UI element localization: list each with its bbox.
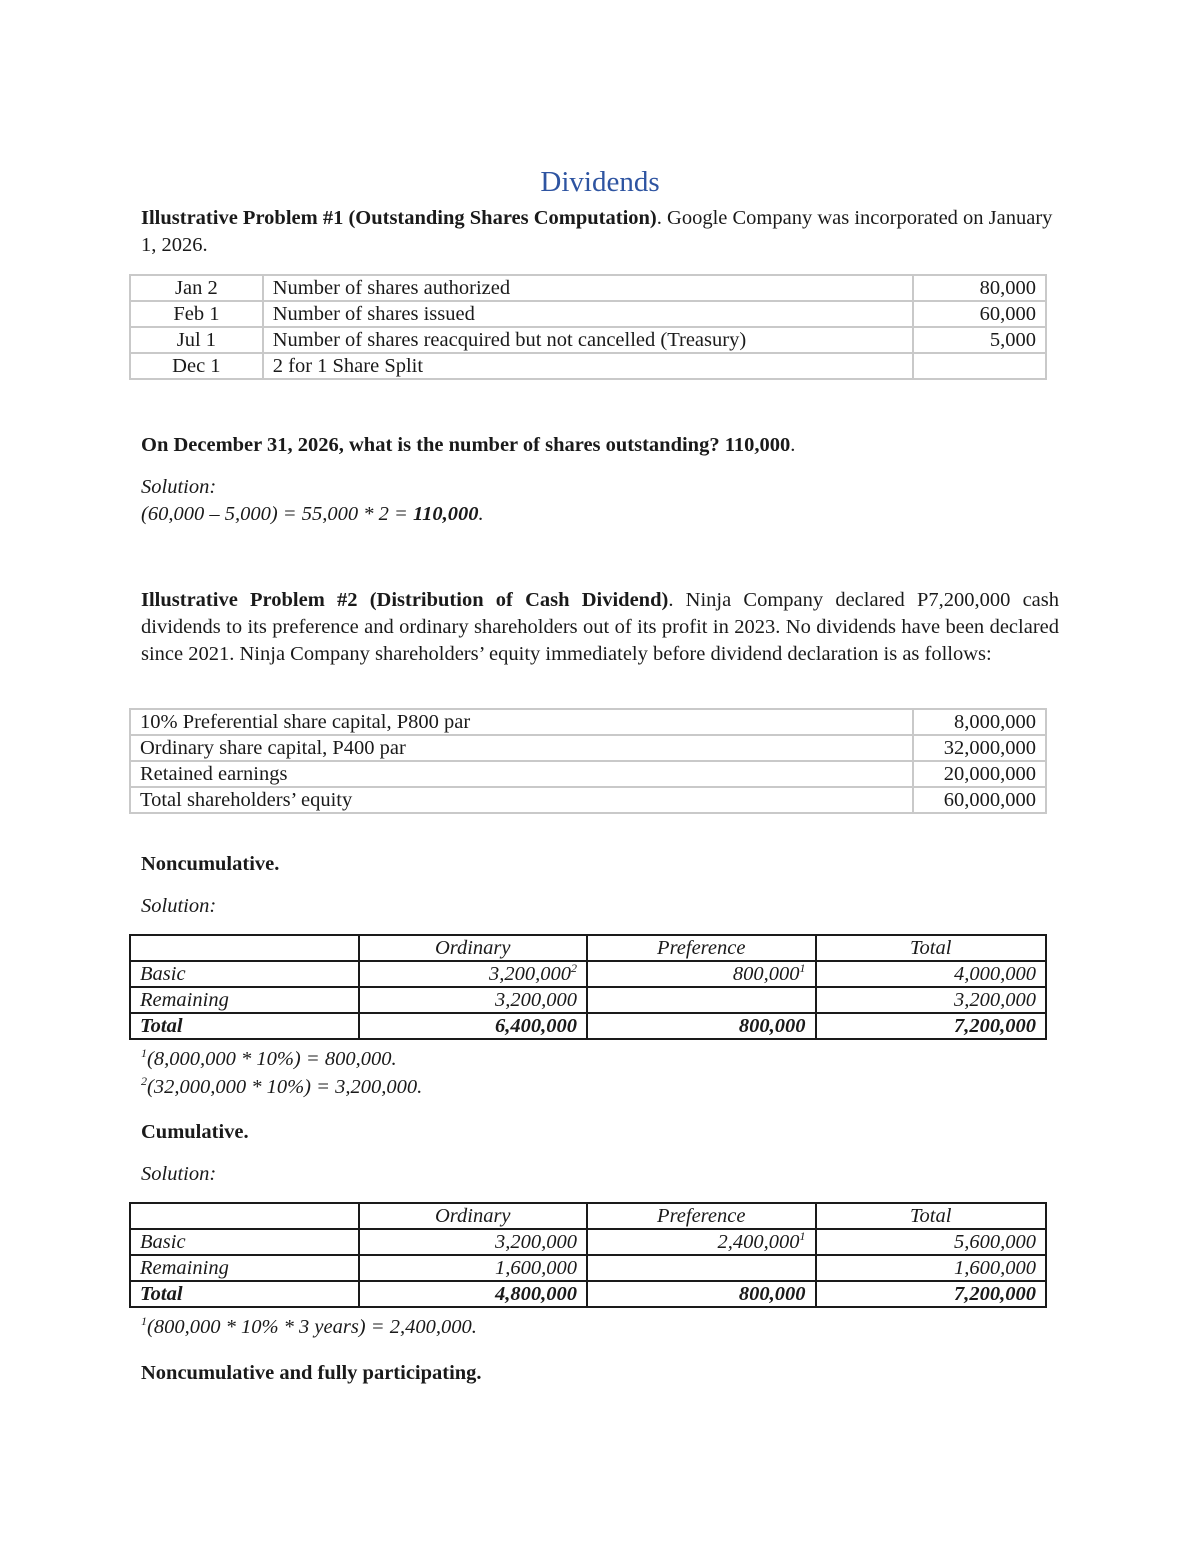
row-value: 60,000 <box>913 301 1046 327</box>
solution-end: . <box>478 503 484 525</box>
problem1-question <box>141 432 1059 459</box>
cell-preference <box>587 1229 816 1255</box>
table-row <box>130 987 1046 1013</box>
problem1-heading: Illustrative Problem #1 (Outstanding Shares Computation) <box>141 207 657 229</box>
cell-ordinary: 3,200,000 <box>359 1229 587 1255</box>
row-description: Total shareholders’ equity <box>130 787 913 813</box>
solution-answer: 110,000 <box>412 503 479 525</box>
row-label: Remaining <box>130 1255 359 1281</box>
row-label: Remaining <box>130 987 359 1013</box>
row-description: 10% Preferential share capital, P800 par <box>130 709 913 735</box>
cell-total: 1,600,000 <box>816 1255 1047 1281</box>
cumulative-heading-text: Cumulative. <box>141 1121 249 1143</box>
equity-table <box>129 708 1047 814</box>
cell-total: 4,000,000 <box>816 961 1047 987</box>
table-row <box>130 761 1046 787</box>
footnote-mark: 1 <box>141 1046 147 1061</box>
shares-table <box>129 274 1047 380</box>
row-value: 20,000,000 <box>913 761 1046 787</box>
row-value: 80,000 <box>913 275 1046 301</box>
row-date: Jul 1 <box>130 327 263 353</box>
row-date: Jan 2 <box>130 275 263 301</box>
cumulative-heading <box>141 1119 1059 1146</box>
table-row <box>130 787 1046 813</box>
row-value: 5,000 <box>913 327 1046 353</box>
noncumulative-heading-text: Noncumulative. <box>141 853 280 875</box>
cell-ordinary: 1,600,000 <box>359 1255 587 1281</box>
header-preference: Preference <box>587 935 816 961</box>
table-row <box>130 735 1046 761</box>
cell-preference: 800,000 <box>587 1013 816 1039</box>
cell-ordinary <box>359 961 588 987</box>
problem2-intro <box>141 587 1059 668</box>
noncumulative-heading <box>141 851 1059 878</box>
cell-preference: 800,000 <box>587 1281 816 1307</box>
row-description: 2 for 1 Share Split <box>263 353 913 379</box>
row-value: 32,000,000 <box>913 735 1046 761</box>
solution-text: (60,000 – 5,000) = 55,000 * 2 = <box>141 503 413 525</box>
table-row <box>130 327 1046 353</box>
cell-value: 2,400,000 <box>717 1231 800 1253</box>
header-ordinary: Ordinary <box>359 1203 587 1229</box>
footnote-mark: 1 <box>799 961 806 976</box>
table-header-row <box>130 935 1046 961</box>
footnote-mark: 1 <box>141 1314 147 1329</box>
page-title: Dividends <box>540 166 660 198</box>
row-label: Basic <box>130 1229 359 1255</box>
cell-preference <box>587 961 816 987</box>
row-date: Dec 1 <box>130 353 263 379</box>
footnote <box>141 1076 422 1099</box>
table-row <box>130 1229 1046 1255</box>
question-text: On December 31, 2026, what is the number of shares outstanding? 110,000 <box>141 434 791 456</box>
table-row <box>130 709 1046 735</box>
cell-preference <box>587 1255 816 1281</box>
noncumulative-table <box>129 934 1047 1040</box>
problem1-solution <box>141 501 1059 528</box>
footnote <box>141 1048 397 1071</box>
row-description: Number of shares authorized <box>263 275 913 301</box>
row-date: Feb 1 <box>130 301 263 327</box>
header-preference: Preference <box>587 1203 816 1229</box>
table-row <box>130 275 1046 301</box>
header-total: Total <box>816 935 1047 961</box>
row-value: 60,000,000 <box>913 787 1046 813</box>
header-ordinary: Ordinary <box>359 935 588 961</box>
footnote-mark: 2 <box>141 1074 147 1089</box>
cell-total: 7,200,000 <box>816 1013 1047 1039</box>
row-label: Total <box>130 1013 359 1039</box>
row-label: Basic <box>130 961 359 987</box>
participating-heading-text: Noncumulative and fully participating. <box>141 1362 482 1384</box>
row-value: 8,000,000 <box>913 709 1046 735</box>
row-description: Number of shares issued <box>263 301 913 327</box>
cell-value: 800,000 <box>732 963 800 985</box>
problem1-intro-text: . Google Company was incorporated on January 1, 2026. <box>141 207 1053 256</box>
noncumulative-solution-label: Solution: <box>141 895 217 917</box>
table-row <box>130 353 1046 379</box>
cell-total: 7,200,000 <box>816 1281 1047 1307</box>
problem2-intro-text: . Ninja Company declared P7,200,000 cash dividends to its preference and ordinary shareholders out of its profit in 2023. No dividends have been declared since 2021. Ninja Company shareholders’ equity immediately before dividend declaration is as follows: <box>141 589 1059 665</box>
table-header-row <box>130 1203 1046 1229</box>
table-row <box>130 301 1046 327</box>
cell-total: 3,200,000 <box>816 987 1047 1013</box>
cell-ordinary: 4,800,000 <box>359 1281 587 1307</box>
row-description: Ordinary share capital, P400 par <box>130 735 913 761</box>
problem1-intro <box>141 205 1059 259</box>
table-row <box>130 961 1046 987</box>
row-label: Total <box>130 1281 359 1307</box>
problem1-solution-label: Solution: <box>141 476 217 498</box>
footnote-text: (32,000,000 * 10%) = 3,200,000. <box>147 1076 423 1098</box>
cell-ordinary: 6,400,000 <box>359 1013 588 1039</box>
footnote-text: (800,000 * 10% * 3 years) = 2,400,000. <box>147 1316 477 1338</box>
participating-heading <box>141 1360 1059 1387</box>
row-description: Retained earnings <box>130 761 913 787</box>
cell-total: 5,600,000 <box>816 1229 1047 1255</box>
header-total: Total <box>816 1203 1047 1229</box>
footnote-mark: 1 <box>799 1229 806 1244</box>
row-description: Number of shares reacquired but not cancelled (Treasury) <box>263 327 913 353</box>
table-total-row <box>130 1013 1046 1039</box>
problem2-heading: Illustrative Problem #2 (Distribution of Cash Dividend) <box>141 589 669 611</box>
table-total-row <box>130 1281 1046 1307</box>
cumulative-table <box>129 1202 1047 1308</box>
question-end: . <box>790 434 796 456</box>
footnote-text: (8,000,000 * 10%) = 800,000. <box>147 1048 397 1070</box>
cumulative-solution-label: Solution: <box>141 1163 217 1185</box>
cell-ordinary: 3,200,000 <box>359 987 588 1013</box>
row-value <box>913 353 1046 379</box>
cell-value: 3,200,000 <box>489 963 571 985</box>
footnote-mark: 2 <box>571 961 577 976</box>
cell-preference <box>587 987 816 1013</box>
header-blank <box>130 1203 359 1229</box>
footnote <box>141 1316 477 1339</box>
table-row <box>130 1255 1046 1281</box>
header-blank <box>130 935 359 961</box>
